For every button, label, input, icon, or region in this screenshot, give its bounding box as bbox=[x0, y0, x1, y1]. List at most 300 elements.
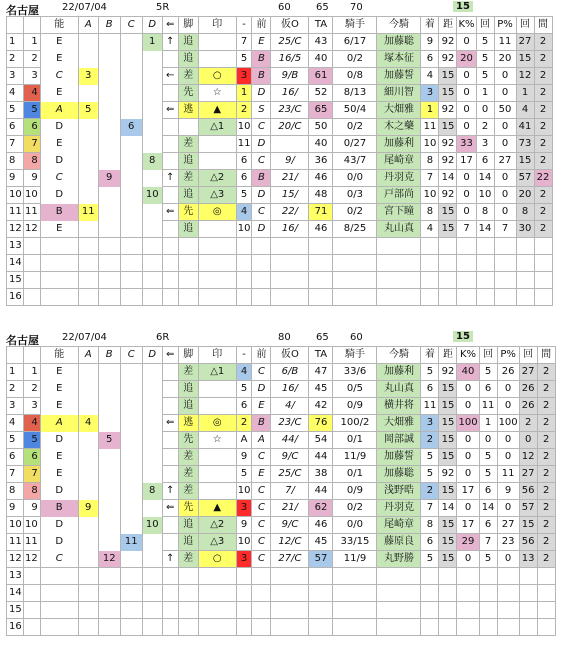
cell-g[interactable]: 5 bbox=[23, 432, 40, 449]
cell-c[interactable] bbox=[120, 85, 142, 102]
cell-ab[interactable]: E bbox=[40, 364, 78, 381]
cell-k2[interactable] bbox=[479, 568, 497, 585]
cell-st[interactable] bbox=[178, 238, 198, 255]
cell-k2[interactable]: 14 bbox=[476, 221, 494, 238]
cell-p[interactable]: 50 bbox=[494, 102, 516, 119]
cell-c[interactable] bbox=[120, 364, 142, 381]
cell-dist[interactable]: 15 bbox=[439, 432, 457, 449]
cell-k2[interactable]: 5 bbox=[479, 466, 497, 483]
cell-jk[interactable]: 0/27 bbox=[333, 136, 377, 153]
cell-iv[interactable]: 2 bbox=[537, 415, 555, 432]
cell-ta[interactable]: 57 bbox=[309, 551, 333, 568]
cell-n[interactable]: 11 bbox=[7, 534, 24, 551]
cell-k2[interactable]: 0 bbox=[476, 102, 494, 119]
cell-a[interactable]: 4 bbox=[78, 415, 98, 432]
cell-iv[interactable]: 2 bbox=[534, 85, 552, 102]
cell-d[interactable] bbox=[142, 204, 162, 221]
cell-tr[interactable]: 浅野晧 bbox=[377, 483, 421, 500]
cell-pv[interactable]: C bbox=[252, 483, 271, 500]
cell-c[interactable] bbox=[120, 272, 142, 289]
cell-st[interactable]: 追 bbox=[178, 398, 198, 415]
cell-mk[interactable] bbox=[198, 289, 236, 306]
cell-g[interactable]: 4 bbox=[23, 85, 40, 102]
cell-arr[interactable] bbox=[162, 289, 178, 306]
cell-tmp[interactable]: 16/ bbox=[271, 381, 309, 398]
cell-a[interactable] bbox=[78, 534, 98, 551]
cell-p[interactable] bbox=[494, 289, 516, 306]
cell-n[interactable]: 13 bbox=[7, 568, 24, 585]
cell-arr[interactable]: ⇐ bbox=[162, 415, 178, 432]
cell-arr[interactable] bbox=[162, 398, 178, 415]
cell-g[interactable]: 7 bbox=[23, 466, 40, 483]
cell-p2[interactable]: 15 bbox=[516, 153, 534, 170]
cell-fin[interactable] bbox=[421, 585, 439, 602]
cell-st[interactable] bbox=[178, 272, 198, 289]
cell-d[interactable] bbox=[142, 51, 162, 68]
cell-p2[interactable]: 57 bbox=[519, 500, 537, 517]
cell-p2[interactable]: 8 bbox=[516, 204, 534, 221]
cell-dist[interactable]: 92 bbox=[439, 136, 457, 153]
column-header[interactable] bbox=[23, 347, 40, 364]
cell-mk[interactable]: ☆ bbox=[198, 432, 236, 449]
cell-b[interactable] bbox=[98, 272, 120, 289]
cell-n[interactable]: 5 bbox=[7, 432, 24, 449]
cell-k2[interactable] bbox=[479, 602, 497, 619]
cell-ta[interactable]: 62 bbox=[309, 500, 333, 517]
column-header[interactable]: 距 bbox=[439, 347, 457, 364]
cell-n[interactable]: 3 bbox=[7, 398, 24, 415]
cell-pv[interactable]: C bbox=[252, 153, 271, 170]
cell-p[interactable] bbox=[497, 568, 519, 585]
cell-iv[interactable]: 2 bbox=[537, 381, 555, 398]
cell-fin[interactable]: 7 bbox=[421, 170, 439, 187]
cell-dist[interactable]: 14 bbox=[439, 170, 457, 187]
cell-p2[interactable] bbox=[519, 585, 537, 602]
cell-k2[interactable]: 5 bbox=[476, 34, 494, 51]
cell-k[interactable]: 20 bbox=[457, 51, 476, 68]
cell-k2[interactable]: 6 bbox=[479, 483, 497, 500]
cell-k[interactable]: 17 bbox=[457, 483, 479, 500]
cell-pv[interactable]: C bbox=[252, 204, 271, 221]
cell-dash[interactable]: 6 bbox=[236, 170, 252, 187]
column-header[interactable] bbox=[23, 17, 40, 34]
cell-arr[interactable] bbox=[162, 136, 178, 153]
cell-st[interactable]: 先 bbox=[178, 85, 198, 102]
column-header[interactable]: 脚 bbox=[178, 17, 198, 34]
cell-a[interactable] bbox=[78, 585, 98, 602]
cell-p2[interactable] bbox=[516, 255, 534, 272]
cell-mk[interactable]: △2 bbox=[198, 517, 236, 534]
cell-mk[interactable] bbox=[198, 34, 236, 51]
cell-ab[interactable]: D bbox=[40, 432, 78, 449]
cell-tmp[interactable]: 15/ bbox=[271, 187, 309, 204]
cell-p2[interactable]: 15 bbox=[519, 517, 537, 534]
cell-k[interactable]: 17 bbox=[457, 153, 476, 170]
cell-ab[interactable]: D bbox=[40, 119, 78, 136]
column-header[interactable]: 能 bbox=[40, 347, 78, 364]
column-header[interactable]: 回 bbox=[476, 17, 494, 34]
cell-dist[interactable] bbox=[439, 619, 457, 636]
cell-k[interactable] bbox=[457, 619, 479, 636]
cell-d[interactable] bbox=[142, 238, 162, 255]
cell-dash[interactable]: 6 bbox=[236, 398, 252, 415]
cell-fin[interactable] bbox=[421, 568, 439, 585]
cell-tr[interactable] bbox=[377, 238, 421, 255]
cell-dash[interactable]: 5 bbox=[236, 51, 252, 68]
cell-ab[interactable] bbox=[40, 289, 78, 306]
cell-d[interactable] bbox=[142, 85, 162, 102]
column-header[interactable]: D bbox=[142, 17, 162, 34]
cell-p2[interactable]: 4 bbox=[516, 102, 534, 119]
column-header[interactable]: - bbox=[236, 17, 252, 34]
cell-arr[interactable]: ↑ bbox=[162, 170, 178, 187]
cell-n[interactable]: 11 bbox=[7, 204, 24, 221]
cell-tmp[interactable]: 21/ bbox=[271, 170, 309, 187]
cell-jk[interactable] bbox=[333, 602, 377, 619]
cell-tr[interactable]: 尾崎章 bbox=[377, 153, 421, 170]
cell-iv[interactable]: 2 bbox=[537, 449, 555, 466]
cell-iv[interactable]: 2 bbox=[537, 364, 555, 381]
cell-dash[interactable]: 11 bbox=[236, 136, 252, 153]
cell-p2[interactable] bbox=[519, 568, 537, 585]
cell-mk[interactable] bbox=[198, 466, 236, 483]
cell-fin[interactable] bbox=[421, 619, 439, 636]
cell-dash[interactable]: 3 bbox=[236, 68, 252, 85]
cell-ab[interactable] bbox=[40, 585, 78, 602]
cell-b[interactable] bbox=[98, 364, 120, 381]
cell-g[interactable]: 10 bbox=[23, 187, 40, 204]
cell-jk[interactable]: 0/0 bbox=[333, 170, 377, 187]
cell-ta[interactable] bbox=[309, 619, 333, 636]
cell-a[interactable] bbox=[78, 272, 98, 289]
cell-st[interactable]: 差 bbox=[178, 170, 198, 187]
cell-iv[interactable] bbox=[537, 568, 555, 585]
cell-ab[interactable] bbox=[40, 238, 78, 255]
cell-st[interactable] bbox=[178, 119, 198, 136]
cell-k2[interactable]: 5 bbox=[479, 551, 497, 568]
cell-p2[interactable]: 26 bbox=[519, 381, 537, 398]
cell-ta[interactable]: 47 bbox=[309, 364, 333, 381]
cell-g[interactable]: 2 bbox=[23, 381, 40, 398]
cell-d[interactable] bbox=[142, 534, 162, 551]
column-header[interactable]: A bbox=[78, 17, 98, 34]
cell-ta[interactable]: 40 bbox=[309, 136, 333, 153]
cell-d[interactable] bbox=[142, 432, 162, 449]
cell-jk[interactable] bbox=[333, 619, 377, 636]
cell-p[interactable]: 0 bbox=[497, 381, 519, 398]
cell-d[interactable] bbox=[142, 136, 162, 153]
cell-jk[interactable]: 11/9 bbox=[333, 449, 377, 466]
cell-k2[interactable] bbox=[479, 585, 497, 602]
cell-arr[interactable] bbox=[162, 272, 178, 289]
cell-p2[interactable]: 56 bbox=[519, 483, 537, 500]
cell-n[interactable]: 6 bbox=[7, 449, 24, 466]
cell-k2[interactable] bbox=[476, 272, 494, 289]
cell-p2[interactable]: 41 bbox=[516, 119, 534, 136]
column-header[interactable]: 着 bbox=[421, 347, 439, 364]
cell-g[interactable]: 10 bbox=[23, 517, 40, 534]
cell-tmp[interactable] bbox=[271, 585, 309, 602]
cell-jk[interactable]: 0/5 bbox=[333, 381, 377, 398]
cell-pv[interactable]: E bbox=[252, 34, 271, 51]
cell-g[interactable]: 6 bbox=[23, 449, 40, 466]
cell-ta[interactable] bbox=[309, 568, 333, 585]
cell-k2[interactable]: 14 bbox=[479, 500, 497, 517]
cell-p[interactable]: 0 bbox=[497, 432, 519, 449]
cell-p2[interactable]: 1 bbox=[516, 85, 534, 102]
cell-fin[interactable]: 5 bbox=[421, 551, 439, 568]
cell-pv[interactable]: D bbox=[252, 381, 271, 398]
cell-pv[interactable]: D bbox=[252, 136, 271, 153]
cell-g[interactable] bbox=[23, 272, 40, 289]
cell-ab[interactable]: E bbox=[40, 34, 78, 51]
cell-d[interactable]: 10 bbox=[142, 187, 162, 204]
column-header[interactable]: C bbox=[120, 17, 142, 34]
cell-dist[interactable]: 15 bbox=[439, 119, 457, 136]
cell-st[interactable] bbox=[178, 585, 198, 602]
column-header[interactable]: TA bbox=[309, 17, 333, 34]
cell-n[interactable]: 12 bbox=[7, 551, 24, 568]
column-header[interactable]: B bbox=[98, 347, 120, 364]
cell-ta[interactable]: 65 bbox=[309, 102, 333, 119]
cell-tr[interactable]: 岡部誠 bbox=[377, 432, 421, 449]
cell-ta[interactable]: 42 bbox=[309, 398, 333, 415]
cell-p[interactable]: 26 bbox=[497, 364, 519, 381]
cell-arr[interactable]: ↑ bbox=[162, 551, 178, 568]
cell-pv[interactable]: D bbox=[252, 85, 271, 102]
cell-st[interactable]: 追 bbox=[178, 517, 198, 534]
cell-st[interactable]: 追 bbox=[178, 51, 198, 68]
cell-ab[interactable]: C bbox=[40, 68, 78, 85]
cell-n[interactable]: 12 bbox=[7, 221, 24, 238]
cell-k2[interactable]: 2 bbox=[476, 119, 494, 136]
cell-iv[interactable] bbox=[534, 289, 552, 306]
cell-ab[interactable]: E bbox=[40, 85, 78, 102]
cell-a[interactable] bbox=[78, 364, 98, 381]
cell-ab[interactable]: D bbox=[40, 483, 78, 500]
cell-p2[interactable] bbox=[516, 238, 534, 255]
cell-a[interactable] bbox=[78, 238, 98, 255]
cell-ab[interactable] bbox=[40, 619, 78, 636]
column-header[interactable]: ⇐ bbox=[162, 347, 178, 364]
cell-st[interactable]: 差 bbox=[178, 449, 198, 466]
cell-tr[interactable]: 尾崎章 bbox=[377, 517, 421, 534]
cell-n[interactable]: 15 bbox=[7, 602, 24, 619]
cell-st[interactable]: 追 bbox=[178, 34, 198, 51]
cell-a[interactable] bbox=[78, 551, 98, 568]
cell-c[interactable] bbox=[120, 568, 142, 585]
cell-iv[interactable]: 2 bbox=[534, 68, 552, 85]
cell-tmp[interactable] bbox=[271, 619, 309, 636]
cell-dist[interactable]: 92 bbox=[439, 102, 457, 119]
cell-ab[interactable] bbox=[40, 568, 78, 585]
cell-p2[interactable] bbox=[519, 619, 537, 636]
cell-tmp[interactable] bbox=[271, 289, 309, 306]
cell-a[interactable] bbox=[78, 170, 98, 187]
cell-tr[interactable]: 加藤利 bbox=[377, 364, 421, 381]
cell-b[interactable] bbox=[98, 119, 120, 136]
cell-ab[interactable]: D bbox=[40, 517, 78, 534]
cell-n[interactable]: 4 bbox=[7, 85, 24, 102]
cell-mk[interactable] bbox=[198, 585, 236, 602]
cell-k[interactable]: 0 bbox=[457, 204, 476, 221]
cell-n[interactable]: 8 bbox=[7, 483, 24, 500]
cell-g[interactable]: 8 bbox=[23, 483, 40, 500]
cell-ab[interactable]: E bbox=[40, 466, 78, 483]
cell-iv[interactable]: 2 bbox=[534, 102, 552, 119]
cell-tmp[interactable] bbox=[271, 602, 309, 619]
cell-ta[interactable]: 61 bbox=[309, 68, 333, 85]
cell-c[interactable] bbox=[120, 381, 142, 398]
cell-dist[interactable]: 92 bbox=[439, 51, 457, 68]
cell-a[interactable] bbox=[78, 289, 98, 306]
cell-ta[interactable] bbox=[309, 585, 333, 602]
cell-st[interactable]: 先 bbox=[178, 432, 198, 449]
cell-ta[interactable] bbox=[309, 255, 333, 272]
cell-dist[interactable]: 14 bbox=[439, 500, 457, 517]
cell-iv[interactable] bbox=[534, 272, 552, 289]
cell-g[interactable]: 5 bbox=[23, 102, 40, 119]
column-header[interactable]: 印 bbox=[198, 17, 236, 34]
cell-st[interactable] bbox=[178, 255, 198, 272]
cell-jk[interactable]: 0/2 bbox=[333, 51, 377, 68]
cell-a[interactable]: 5 bbox=[78, 102, 98, 119]
cell-k2[interactable]: 8 bbox=[476, 204, 494, 221]
cell-k2[interactable] bbox=[479, 619, 497, 636]
cell-p[interactable]: 0 bbox=[494, 85, 516, 102]
cell-dist[interactable]: 15 bbox=[439, 85, 457, 102]
cell-pv[interactable]: B bbox=[252, 170, 271, 187]
cell-a[interactable] bbox=[78, 255, 98, 272]
cell-ta[interactable] bbox=[309, 602, 333, 619]
cell-dist[interactable] bbox=[439, 568, 457, 585]
cell-k[interactable] bbox=[457, 272, 476, 289]
cell-tr[interactable] bbox=[377, 602, 421, 619]
cell-pv[interactable]: B bbox=[252, 68, 271, 85]
cell-n[interactable]: 10 bbox=[7, 187, 24, 204]
cell-k[interactable]: 40 bbox=[457, 364, 479, 381]
column-header[interactable]: D bbox=[142, 347, 162, 364]
cell-p[interactable]: 0 bbox=[494, 170, 516, 187]
cell-c[interactable] bbox=[120, 466, 142, 483]
cell-ta[interactable] bbox=[309, 238, 333, 255]
cell-tr[interactable]: 丸野勝 bbox=[377, 551, 421, 568]
cell-p[interactable] bbox=[494, 238, 516, 255]
cell-tr[interactable] bbox=[377, 272, 421, 289]
cell-dist[interactable]: 15 bbox=[439, 517, 457, 534]
cell-dist[interactable]: 92 bbox=[439, 153, 457, 170]
cell-p2[interactable]: 30 bbox=[516, 221, 534, 238]
cell-dash[interactable]: 10 bbox=[236, 483, 252, 500]
cell-ab[interactable]: E bbox=[40, 136, 78, 153]
cell-iv[interactable]: 2 bbox=[534, 119, 552, 136]
cell-k[interactable]: 0 bbox=[457, 119, 476, 136]
cell-iv[interactable]: 2 bbox=[537, 517, 555, 534]
cell-c[interactable] bbox=[120, 551, 142, 568]
cell-jk[interactable] bbox=[333, 272, 377, 289]
cell-tmp[interactable]: 22/ bbox=[271, 204, 309, 221]
cell-arr[interactable] bbox=[162, 534, 178, 551]
cell-p2[interactable]: 13 bbox=[519, 551, 537, 568]
cell-p[interactable]: 0 bbox=[494, 187, 516, 204]
cell-st[interactable]: 先 bbox=[178, 204, 198, 221]
cell-b[interactable] bbox=[98, 204, 120, 221]
cell-tmp[interactable]: 23/C bbox=[271, 102, 309, 119]
cell-tr[interactable]: 横井将 bbox=[377, 398, 421, 415]
cell-tr[interactable]: 大畑雅 bbox=[377, 102, 421, 119]
cell-tr[interactable]: 藤原良 bbox=[377, 534, 421, 551]
cell-fin[interactable]: 5 bbox=[421, 466, 439, 483]
cell-dash[interactable]: 2 bbox=[236, 102, 252, 119]
cell-c[interactable] bbox=[120, 204, 142, 221]
cell-st[interactable]: 差 bbox=[178, 68, 198, 85]
cell-c[interactable] bbox=[120, 255, 142, 272]
cell-k[interactable]: 0 bbox=[457, 500, 479, 517]
cell-a[interactable] bbox=[78, 449, 98, 466]
cell-tmp[interactable]: 4/ bbox=[271, 398, 309, 415]
cell-mk[interactable] bbox=[198, 221, 236, 238]
cell-g[interactable] bbox=[23, 289, 40, 306]
cell-arr[interactable]: ← bbox=[162, 68, 178, 85]
cell-pv[interactable] bbox=[252, 238, 271, 255]
cell-d[interactable] bbox=[142, 466, 162, 483]
cell-iv[interactable]: 2 bbox=[537, 466, 555, 483]
cell-ta[interactable]: 71 bbox=[309, 204, 333, 221]
cell-a[interactable] bbox=[78, 85, 98, 102]
cell-dist[interactable]: 92 bbox=[439, 466, 457, 483]
cell-k2[interactable]: 5 bbox=[476, 51, 494, 68]
column-header[interactable]: 脚 bbox=[178, 347, 198, 364]
cell-d[interactable]: 8 bbox=[142, 483, 162, 500]
cell-ta[interactable]: 50 bbox=[309, 119, 333, 136]
cell-jk[interactable]: 33/15 bbox=[333, 534, 377, 551]
cell-dash[interactable]: 4 bbox=[236, 204, 252, 221]
cell-p2[interactable] bbox=[516, 272, 534, 289]
cell-tr[interactable]: 塚本征 bbox=[377, 51, 421, 68]
column-header[interactable]: 間 bbox=[534, 17, 552, 34]
cell-c[interactable] bbox=[120, 68, 142, 85]
cell-dist[interactable]: 15 bbox=[439, 449, 457, 466]
cell-iv[interactable]: 2 bbox=[534, 221, 552, 238]
cell-iv[interactable]: 2 bbox=[537, 483, 555, 500]
cell-b[interactable] bbox=[98, 136, 120, 153]
cell-g[interactable]: 1 bbox=[23, 364, 40, 381]
cell-p2[interactable]: 0 bbox=[519, 432, 537, 449]
cell-d[interactable] bbox=[142, 415, 162, 432]
cell-ab[interactable]: B bbox=[40, 204, 78, 221]
cell-fin[interactable]: 6 bbox=[421, 381, 439, 398]
cell-tr[interactable]: 戸部尚 bbox=[377, 187, 421, 204]
cell-dash[interactable] bbox=[236, 602, 252, 619]
cell-tmp[interactable]: 16/5 bbox=[271, 51, 309, 68]
cell-mk[interactable] bbox=[198, 51, 236, 68]
cell-a[interactable] bbox=[78, 398, 98, 415]
cell-mk[interactable] bbox=[198, 398, 236, 415]
cell-g[interactable] bbox=[23, 255, 40, 272]
cell-pv[interactable]: E bbox=[252, 398, 271, 415]
cell-n[interactable]: 15 bbox=[7, 272, 24, 289]
cell-c[interactable]: 11 bbox=[120, 534, 142, 551]
cell-fin[interactable] bbox=[421, 238, 439, 255]
cell-tr[interactable]: 加藤誓 bbox=[377, 68, 421, 85]
cell-n[interactable]: 13 bbox=[7, 238, 24, 255]
cell-p[interactable]: 0 bbox=[494, 68, 516, 85]
cell-p[interactable]: 27 bbox=[494, 153, 516, 170]
cell-ab[interactable] bbox=[40, 272, 78, 289]
cell-ta[interactable]: 44 bbox=[309, 483, 333, 500]
cell-pv[interactable]: C bbox=[252, 500, 271, 517]
cell-k[interactable]: 33 bbox=[457, 136, 476, 153]
